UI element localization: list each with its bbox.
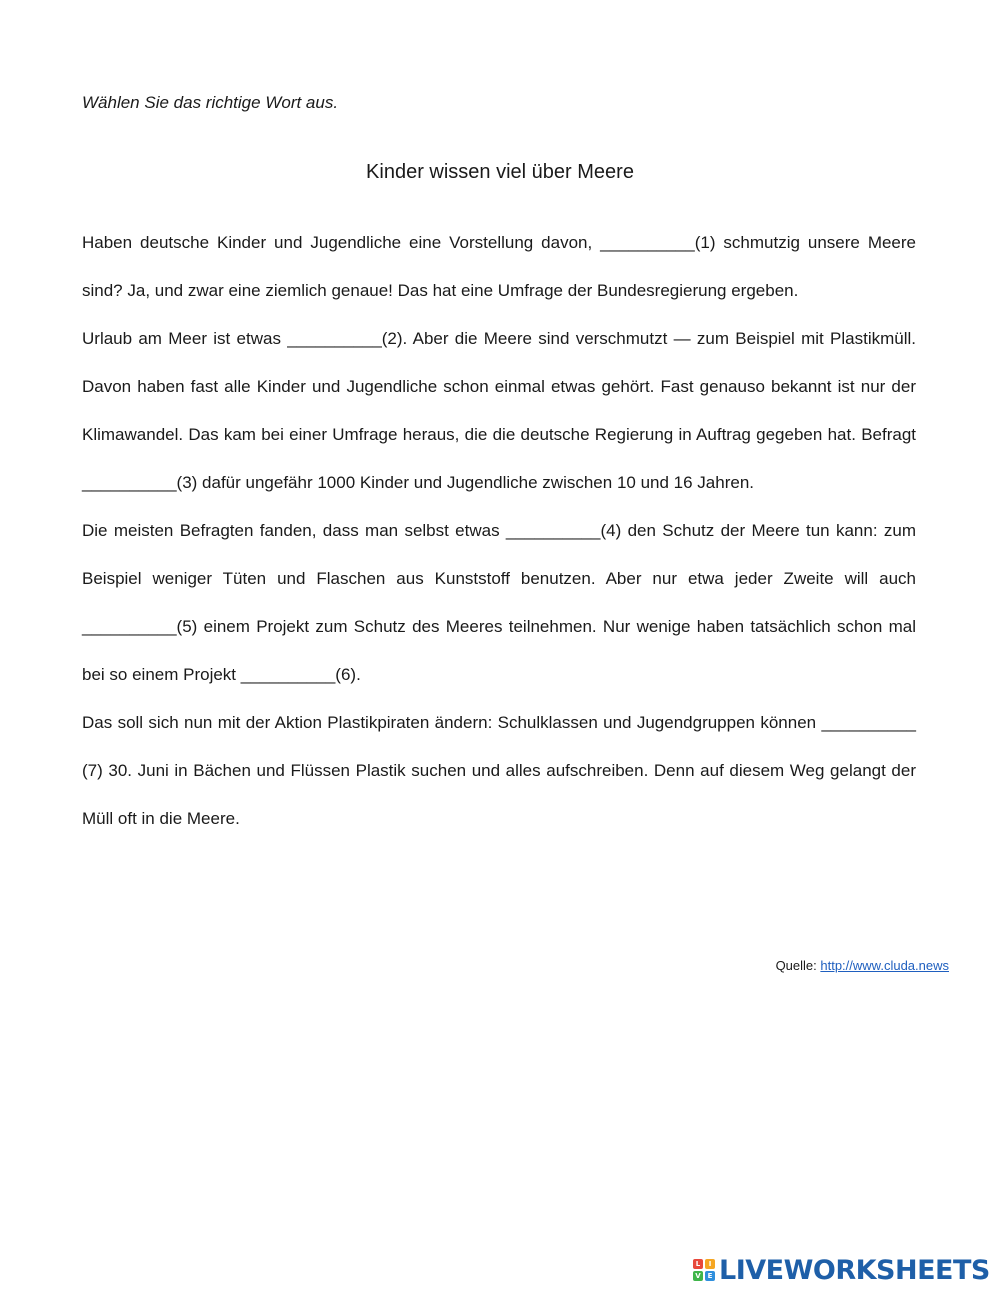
instruction-text: Wählen Sie das richtige Wort aus. <box>82 93 339 112</box>
paragraph-3: Die meisten Befragten fanden, dass man selbst etwas __________(4) den Schutz der Meere tun kann: zum Beispiel weniger Tüten und Flaschen aus Kunststoff benutzen. Aber nur etwa jeder Zweite will auch __________(5) einem Projekt zum Schutz des Meeres teilnehmen. Nur wenige haben tatsächlich schon mal bei so einem Projekt __________(6). <box>82 521 916 684</box>
logo-mark-v: V <box>693 1271 703 1281</box>
logo-mark-icon <box>693 1259 715 1281</box>
logo-mark-i: I <box>705 1259 715 1269</box>
paragraph-4: Das soll sich nun mit der Aktion Plastikpiraten ändern: Schulklassen und Jugendgruppen können __________ (7) 30. Juni in Bächen und Flüssen Plastik suchen und alles aufschreiben. Denn auf diesem Weg gelangt der Müll oft in die Meere. <box>82 713 916 828</box>
logo-mark-l: L <box>693 1259 703 1269</box>
page-title: Kinder wissen viel über Meere <box>366 161 634 183</box>
logo-text: LIVEWORKSHEETS <box>719 1254 990 1286</box>
liveworksheets-logo <box>693 1253 990 1287</box>
paragraph-2: Urlaub am Meer ist etwas __________(2). Aber die Meere sind verschmutzt — zum Beispiel mit Plastikmüll. Davon haben fast alle Kinder und Jugendliche schon einmal etwas gehört. Fast genauso bekannt ist nur der Klimawandel. Das kam bei einer Umfrage heraus, die die deutsche Regierung in Auftrag gegeben hat. Befragt __________(3) dafür ungefähr 1000 Kinder und Jugendliche zwischen 10 und 16 Jahren. <box>82 329 916 492</box>
article-body <box>82 219 916 843</box>
logo-mark-e: E <box>705 1271 715 1281</box>
paragraph-1: Haben deutsche Kinder und Jugendliche eine Vorstellung davon, __________(1) schmutzig unsere Meere sind? Ja, und zwar eine ziemlich genaue! Das hat eine Umfrage der Bundesregierung ergeben. <box>82 233 916 300</box>
source-credit <box>776 958 949 973</box>
source-label: Quelle: <box>775 958 821 973</box>
source-link[interactable]: http://www.cluda.news <box>820 958 949 973</box>
